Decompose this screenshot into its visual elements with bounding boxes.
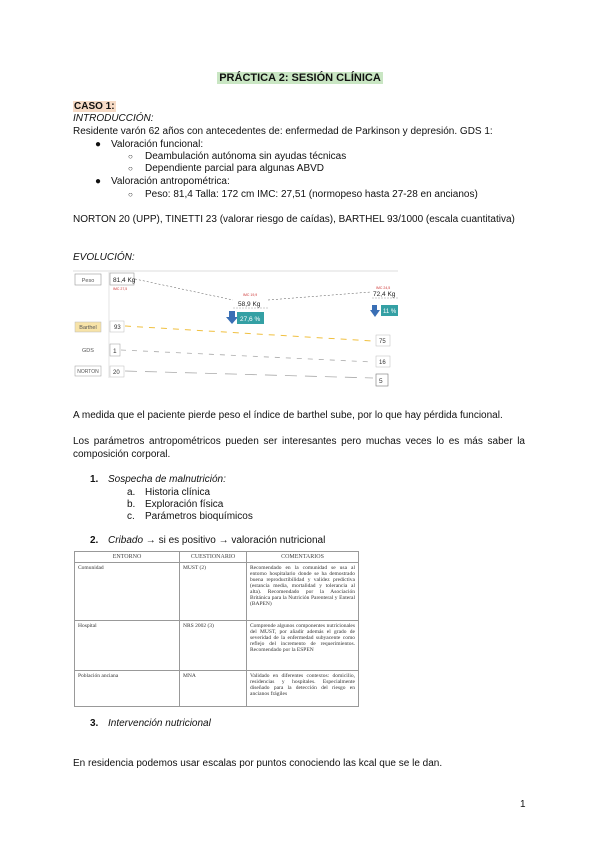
table-row (75, 671, 359, 707)
c1-peso: 81,4 Kg (113, 277, 136, 284)
table-header-row (75, 552, 359, 563)
table-cell: NRS 2002 (3) (180, 621, 247, 671)
c3-gds: 16 (379, 360, 386, 366)
list-item: ○ Peso: 81,4 Talla: 172 cm IMC: 27,51 (normopeso hasta 27-28 en ancianos) (128, 189, 478, 200)
header-cuestionario: CUESTIONARIO (180, 552, 247, 563)
list-item: ○ Dependiente parcial para algunas ABVD (128, 163, 325, 174)
table-cell: Hospital (75, 621, 180, 671)
arrow-down-icon (370, 305, 380, 317)
table-row (75, 563, 359, 621)
c2-peso: 58,9 Kg (238, 301, 261, 308)
label-peso: Peso (81, 278, 95, 284)
c3-peso: 72,4 Kg (373, 291, 396, 298)
table-cell: Recomendado en la comunidad se usa al entorno hospitalario donde se ha demostrado buena reproductibilidad y validez predictiva (estancia media, mortalidad y tolerancia al alta). Recomendado por la Asociación Británica para la Nutrición Parenteral y Enteral (BAPEN) (247, 563, 359, 621)
c3-barthel: 75 (379, 339, 386, 345)
c3-norton: 5 (379, 378, 383, 385)
c3-pct: 11 % (383, 309, 397, 315)
label-gds: GDS (82, 348, 94, 354)
evolution-heading: EVOLUCIÓN: (73, 252, 135, 263)
bullet-valoracion-antropometrica: ● Valoración antropométrica: (95, 176, 230, 187)
nutrition-screening-table (74, 551, 359, 707)
list-subitem: b. Exploración física (127, 499, 224, 510)
paragraph-medida: A medida que el paciente pierde peso el índice de barthel sube, por lo que hay pérdida funcional. (73, 410, 503, 421)
list-subitem: a. Historia clínica (127, 487, 211, 498)
label-barthel: Barthel (79, 325, 97, 331)
c3-peso-sub: IMC 24,5 (376, 286, 391, 290)
list-item-1: 1. Sospecha de malnutrición: (90, 474, 226, 485)
case-heading: CASO 1: (74, 101, 115, 112)
resident-description: Residente varón 62 años con antecedentes de: enfermedad de Parkinson y depresión. GDS 1: (73, 126, 493, 137)
c1-peso-sub: IMC 27,5 (113, 287, 128, 291)
evolution-chart (73, 270, 398, 390)
header-entorno: ENTORNO (75, 552, 180, 563)
table-cell: Comprende algunos componentes nutricionales del MUST, por añadir además el grado de severidad de la enfermedad subyacente como reflejo del incremento de requerimientos. Recomendado por la ESPEN (247, 621, 359, 671)
intro-heading: INTRODUCCIÓN: (73, 113, 154, 124)
table-cell: MNA (180, 671, 247, 707)
arrow-down-icon (226, 311, 238, 324)
page-number: 1 (520, 799, 526, 810)
list-item: ○ Deambulación autónoma sin ayudas técnicas (128, 151, 347, 162)
paragraph-residencia: En residencia podemos usar escalas por puntos conociendo las kcal que se le dan. (73, 758, 443, 769)
list-item-3: 3. Intervención nutricional (90, 718, 211, 729)
c1-norton: 20 (113, 370, 120, 376)
page-title: PRÁCTICA 2: SESIÓN CLÍNICA (219, 72, 381, 84)
table-cell: Validado en diferentes contextos: domicilio, residencias y hospitales. Especialmente diseñado para la detección del riesgo en ancianos frágiles (247, 671, 359, 707)
c2-pct: 27,6 % (240, 316, 261, 323)
bullet-valoracion-funcional: ● Valoración funcional: (95, 139, 204, 150)
label-norton: NORTON (77, 369, 99, 375)
c1-gds: 1 (113, 348, 117, 355)
table-cell: Población anciana (75, 671, 180, 707)
table-cell: Comunidad (75, 563, 180, 621)
header-comentarios: COMENTARIOS (247, 552, 359, 563)
table-cell: MUST (2) (180, 563, 247, 621)
c1-barthel: 93 (114, 325, 121, 331)
list-item-2: 2. Cribado → si es positivo → valoración nutricional (90, 535, 326, 546)
c2-peso-sub: IMC 19,9 (243, 293, 258, 297)
paragraph-parametros: Los parámetros antropométricos pueden ser interesantes pero muchas veces lo es más saber la composición corporal. (73, 436, 525, 460)
scales-line: NORTON 20 (UPP), TINETTI 23 (valorar riesgo de caídas), BARTHEL 93/1000 (escala cuantitativa) (73, 214, 515, 225)
list-subitem: c. Parámetros bioquímicos (127, 511, 253, 522)
table-row (75, 621, 359, 671)
